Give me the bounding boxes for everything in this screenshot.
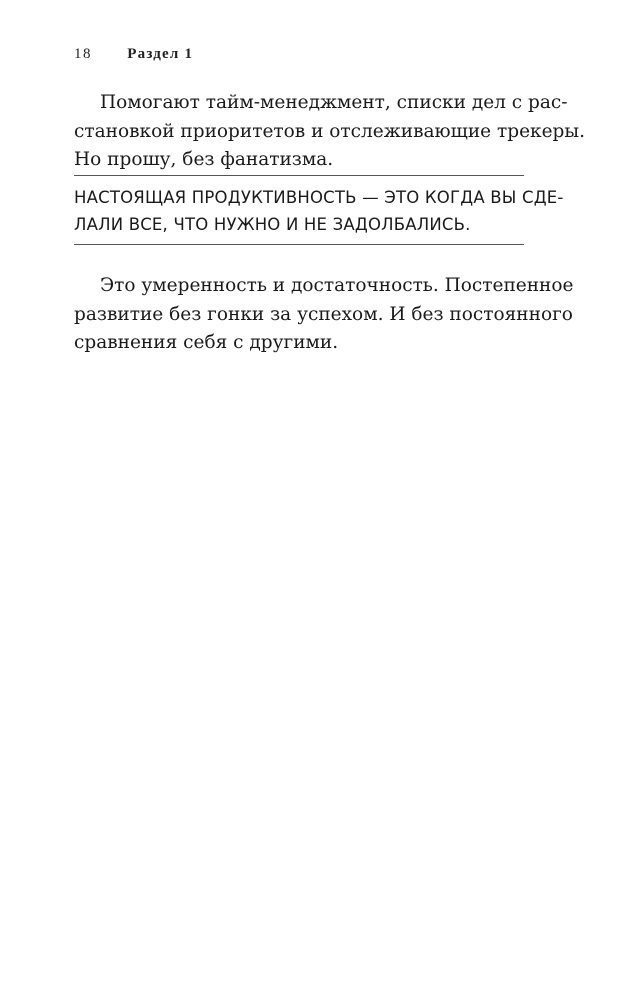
paragraph-line: сравнения себя с другими. — [74, 332, 339, 353]
callout-quote — [74, 185, 564, 238]
page-number: 18 — [74, 46, 92, 62]
paragraph-1 — [74, 89, 585, 175]
paragraph-line: Это умеренность и достаточность. Постепенное — [100, 275, 574, 296]
running-head — [74, 46, 193, 63]
paragraph-line: Но прошу, без фанатизма. — [74, 149, 334, 170]
callout-bottom-rule — [74, 244, 524, 245]
callout-line: ЛАЛИ ВСЕ, ЧТО НУЖНО И НЕ ЗАДОЛБАЛИСЬ. — [74, 214, 471, 234]
paragraph-line: развитие без гонки за успехом. И без постоянного — [74, 303, 573, 325]
paragraph-2 — [74, 272, 574, 358]
callout-line: НАСТОЯЩАЯ ПРОДУКТИВНОСТЬ — ЭТО КОГДА ВЫ СДЕ- — [74, 188, 564, 207]
callout-top-rule — [74, 175, 524, 176]
paragraph-line: становкой приоритетов и отслеживающие трекеры. — [74, 120, 585, 142]
paragraph-line: Помогают тайм-менеджмент, списки дел с рас- — [100, 92, 568, 113]
section-label: Раздел 1 — [127, 46, 194, 62]
